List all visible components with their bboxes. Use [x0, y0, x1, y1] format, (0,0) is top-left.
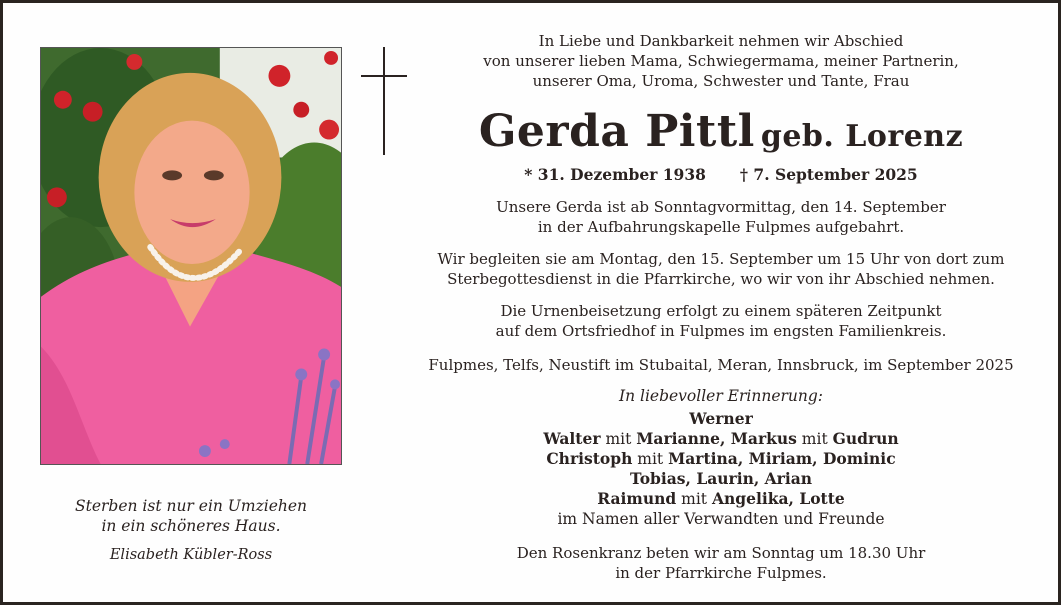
death-date: † 7. September 2025 [739, 165, 918, 184]
burial-line-2: auf dem Ortsfriedhof in Fulpmes im engsten Familienkreis. [495, 322, 947, 340]
family-member: Martina, Miriam, Dominic [668, 449, 896, 468]
memory-heading: In liebevoller Erinnerung: [618, 387, 824, 405]
intro-line-1: In Liebe und Dankbarkeit nehmen wir Abschied [538, 32, 904, 50]
burial-paragraph [421, 301, 1021, 341]
family-line-3 [421, 449, 1021, 469]
portrait-illustration [41, 48, 341, 464]
rosary-line-2: in der Pfarrkirche Fulpmes. [615, 564, 827, 582]
family-list [421, 409, 1021, 529]
service-line-2: Sterbegottesdienst in die Pfarrkirche, wo wir von ihr Abschied nehmen. [447, 270, 995, 288]
intro-line-2: von unserer lieben Mama, Schwiegermama, meiner Partnerin, [483, 52, 959, 70]
family-member: Angelika, Lotte [711, 489, 845, 508]
family-connector: mit [681, 490, 708, 508]
family-member: Tobias, Laurin, Arian [629, 469, 813, 488]
family-line-1 [421, 409, 1021, 429]
family-line-5 [421, 489, 1021, 509]
family-member: Marianne, Markus [636, 429, 797, 448]
rosary-line-1: Den Rosenkranz beten wir am Sonntag um 18.30 Uhr [516, 544, 926, 562]
intro-line-3: unserer Oma, Uroma, Schwester und Tante, Frau [532, 72, 910, 90]
viewing-paragraph [421, 197, 1021, 237]
family-connector: mit [801, 430, 828, 448]
quote-line-2: in ein schöneres Haus. [101, 517, 281, 535]
family-connector: mit [605, 430, 632, 448]
family-member: Raimund [597, 489, 677, 508]
family-member: Christoph [546, 449, 633, 468]
quote [40, 496, 342, 536]
family-connector: mit [637, 450, 664, 468]
service-paragraph [421, 249, 1021, 289]
family-line-2 [421, 429, 1021, 449]
family-member: Gudrun [832, 429, 899, 448]
quote-line-1: Sterben ist nur ein Umziehen [74, 497, 308, 515]
places-date: Fulpmes, Telfs, Neustift im Stubaital, Meran, Innsbruck, im September 2025 [428, 356, 1014, 374]
portrait-photo [40, 47, 342, 465]
viewing-line-1: Unsere Gerda ist ab Sonntagvormittag, den 14. September [496, 198, 946, 216]
quote-author: Elisabeth Kübler-Ross [109, 547, 273, 563]
life-dates [421, 165, 1021, 185]
birth-date: * 31. Dezember 1938 [524, 165, 706, 184]
family-line-4 [421, 469, 1021, 489]
viewing-line-2: in der Aufbahrungskapelle Fulpmes aufgebahrt. [537, 218, 905, 236]
deceased-name: Gerda Pittl [478, 106, 755, 157]
maiden-name: geb. Lorenz [760, 119, 964, 154]
family-member: Werner [689, 409, 753, 428]
burial-line-1: Die Urnenbeisetzung erfolgt zu einem späteren Zeitpunkt [500, 302, 942, 320]
intro-text [421, 31, 1021, 91]
deceased-name-block [421, 107, 1021, 162]
cross-icon [359, 47, 409, 155]
family-line-6: im Namen aller Verwandten und Freunde [557, 510, 885, 528]
service-line-1: Wir begleiten sie am Montag, den 15. September um 15 Uhr von dort zum [437, 250, 1005, 268]
family-member: Walter [543, 429, 601, 448]
rosary-paragraph [421, 543, 1021, 583]
